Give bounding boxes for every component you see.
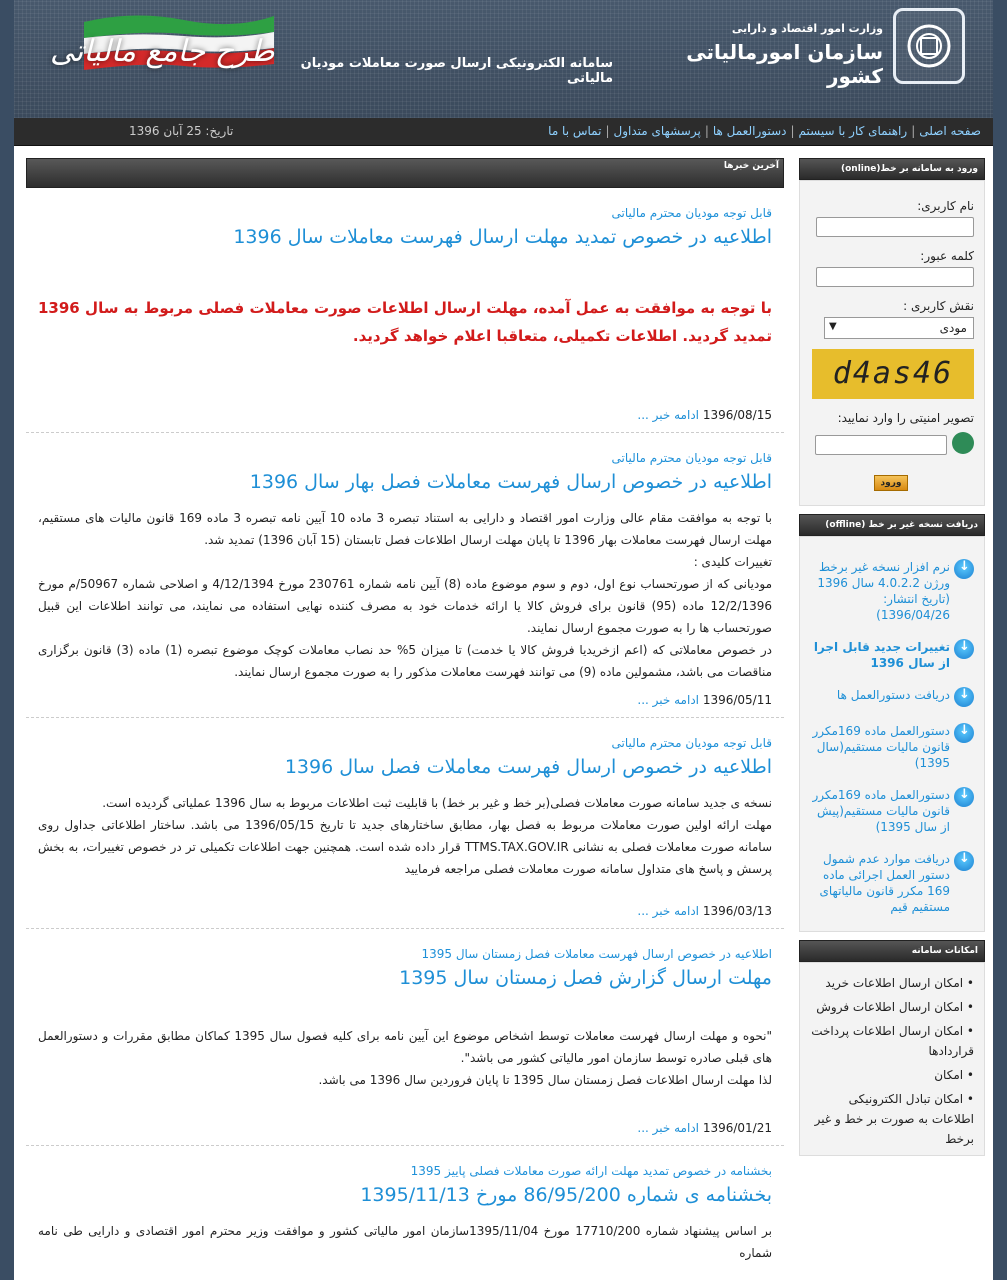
- download-item-label: تغییرات جدید قابل اجرا از سال 1396: [813, 640, 950, 670]
- download-item[interactable]: [810, 723, 974, 771]
- download-item-label: دستورالعمل ماده 169مکرر قانون مالیات مستقیم(پیش از سال 1395): [812, 788, 950, 834]
- role-label: نقش کاربری :: [903, 299, 974, 313]
- offline-box: [799, 536, 985, 932]
- news-date: 1396/05/11: [702, 693, 772, 707]
- news-meta: [38, 398, 772, 432]
- read-more-link[interactable]: ادامه خبر ...: [637, 693, 699, 707]
- nav-faq[interactable]: پرسشهای متداول: [613, 124, 701, 138]
- username-input[interactable]: [816, 217, 974, 237]
- features-box-title: امکانات سامانه: [799, 940, 985, 962]
- download-icon: [954, 723, 974, 743]
- download-icon: [954, 687, 974, 707]
- system-subtitle: سامانه الکترونیکی ارسال صورت معاملات مودیان مالیاتی: [300, 56, 613, 86]
- news-date: 1396/08/15: [702, 408, 772, 422]
- news-paragraph: با توجه به موافقت مقام عالی وزارت امور اقتصاد و دارایی به استناد تبصره 3 ماده 10 آیین نامه تبصره 3 ماده 169 قانون مالیات های مستقیم، مهلت ارسال فهرست معاملات بهار 1396 تا پایان مهلت ارسال اطلاعات فصل تابستان (15 آبان 1396) تمدید شد.: [38, 511, 773, 547]
- download-item[interactable]: [810, 639, 974, 671]
- news-date: 1396/01/21: [702, 1121, 772, 1135]
- news-paragraph: مهلت ارائه اولین صورت معاملات مربوط به فصل بهار، مطابق ساختارهای جدید تا تاریخ 1396/05/15 می باشد. ساختار اطلاعاتی جداول روی سامانه صورت معاملات فصلی به نشانی TTMS.TAX.GOV.IR قرار داده شده است. همچنین جهت اطلاعات تکمیلی تر در خصوص تغییرات، به بخش پرسش و پاسخ های متداول سامانه صورت معاملات فصلی مراجعه فرمایید: [38, 818, 772, 876]
- download-item[interactable]: [810, 687, 974, 707]
- read-more-link[interactable]: ادامه خبر ...: [637, 1121, 699, 1135]
- password-label: کلمه عبور:: [920, 249, 974, 263]
- nav-instructions[interactable]: دستورالعمل ها: [712, 124, 787, 138]
- news-body: [38, 507, 772, 683]
- news-meta: [38, 1111, 772, 1145]
- download-item[interactable]: [810, 787, 974, 835]
- download-icon: [954, 639, 974, 659]
- nav-contact[interactable]: تماس با ما: [548, 124, 602, 138]
- captcha-input[interactable]: [815, 435, 947, 455]
- news-paragraph: مودیانی که از صورتحساب نوع اول، دوم و سوم موضوع ماده (8) آیین نامه شماره 230761 مورخ 4/12/1394 و اصلاحی شماره 50967/م مورخ 12/2/1396 ماده (95) قانون برای فروش کالا یا ارائه خدمات خود به مصرف کننده نهایی استفاده می نمایند، می توانند اطلاعات این قبیل صورتحساب ها را به صورت مجموع ارسال نمایند.: [38, 577, 772, 635]
- username-label: نام کاربری:: [917, 199, 974, 213]
- feature-item: • امکان: [810, 1065, 974, 1085]
- news-title-link[interactable]: بخشنامه ی شماره 86/95/200 مورخ 1395/11/13: [360, 1184, 772, 1206]
- tax-org-logo-icon: [893, 8, 965, 84]
- org-name: سازمان امورمالیاتی کشور: [686, 40, 883, 88]
- nav-separator: |: [704, 124, 709, 138]
- nav-links: [548, 124, 981, 138]
- role-select[interactable]: [824, 317, 974, 339]
- news-title-link[interactable]: اطلاعیه در خصوص ارسال فهرست معاملات فصل سال 1396: [284, 756, 772, 778]
- news-paragraph: بر اساس پیشنهاد شماره 17710/200 مورخ 1395/11/04سازمان امور مالیاتی کشور و موافقت وزیر محترم امور اقتصادی و دارایی طی نامه شماره: [38, 1224, 773, 1260]
- news-item: [26, 947, 784, 1146]
- news-paragraph: تغییرات کلیدی :: [693, 555, 772, 569]
- news-meta: [38, 894, 772, 928]
- captcha-label: تصویر امنیتی را وارد نمایید:: [837, 411, 974, 425]
- site-header: [14, 0, 993, 118]
- news-paragraph: لذا مهلت ارسال اطلاعات فصل زمستان سال 1395 تا پایان فروردین سال 1396 می باشد.: [318, 1073, 772, 1087]
- news-body: [38, 1025, 772, 1091]
- news-title-link[interactable]: اطلاعیه در خصوص ارسال فهرست معاملات فصل بهار سال 1396: [249, 471, 772, 493]
- news-section-title: آخرین خبرها: [723, 161, 779, 171]
- news-item: [26, 206, 784, 433]
- news-item: [26, 736, 784, 929]
- download-item-label: نرم افزار نسخه غیر برخط ورژن 4.0.2.2 سال 1396 (تاریخ انتشار: 1396/04/26): [817, 560, 950, 622]
- download-item[interactable]: [810, 559, 974, 623]
- main-container: [14, 146, 993, 1280]
- features-box: [799, 962, 985, 1156]
- news-item: [26, 451, 784, 718]
- news-section-header: [26, 158, 784, 188]
- captcha-row: [810, 431, 974, 455]
- offline-box-title: دریافت نسخه غیر بر خط (offline): [799, 514, 985, 536]
- nav-separator: |: [911, 124, 916, 138]
- ministry-name: وزارت امور اقتصاد و دارایی: [731, 22, 883, 35]
- news-paragraph: نسخه ی جدید سامانه صورت معاملات فصلی(بر خط و غیر بر خط) با قابلیت ثبت اطلاعات مربوط به سال 1396 عملیاتی گردیده است.: [102, 796, 772, 810]
- news-category: قابل توجه مودیان محترم مالیاتی: [611, 451, 772, 465]
- news-meta: [38, 683, 772, 717]
- login-box: [799, 180, 985, 506]
- refresh-captcha-icon[interactable]: [952, 432, 974, 454]
- news-title-link[interactable]: اطلاعیه در خصوص تمدید مهلت ارسال فهرست معاملات سال 1396: [233, 226, 772, 248]
- news-item: [26, 1164, 784, 1264]
- nav-guide[interactable]: راهنمای کار با سیستم: [798, 124, 908, 138]
- feature-item: • امکان ارسال اطلاعات پرداخت قراردادها: [810, 1021, 974, 1061]
- top-nav: [14, 118, 993, 146]
- news-date: 1396/03/13: [702, 904, 772, 918]
- feature-item: • امکان ارسال اطلاعات فروش: [810, 997, 974, 1017]
- news-title-link[interactable]: مهلت ارسال گزارش فصل زمستان سال 1395: [399, 967, 772, 989]
- read-more-link[interactable]: ادامه خبر ...: [637, 408, 699, 422]
- role-selected-value: مودی: [939, 321, 967, 335]
- password-input[interactable]: [816, 267, 974, 287]
- news-body: [38, 792, 772, 880]
- nav-separator: |: [605, 124, 610, 138]
- read-more-link[interactable]: ادامه خبر ...: [637, 904, 699, 918]
- download-icon: [954, 787, 974, 807]
- news-category: قابل توجه مودیان محترم مالیاتی: [611, 736, 772, 750]
- download-icon: [954, 851, 974, 871]
- login-box-title: ورود به سامانه بر خط(online): [799, 158, 985, 180]
- news-body: [38, 1220, 772, 1264]
- news-category: بخشنامه در خصوص تمدید مهلت ارائه صورت معاملات فصلی پاییز 1395: [410, 1164, 772, 1178]
- captcha-image: d4as46: [812, 349, 974, 399]
- current-date: تاریخ: 25 آبان 1396: [129, 124, 234, 138]
- download-item-label: دستورالعمل ماده 169مکرر قانون مالیات مستقیم(سال 1395): [812, 724, 950, 770]
- sidebar: [799, 158, 985, 1280]
- news-column: [26, 158, 784, 1280]
- download-item-label: دریافت دستورالعمل ها: [836, 688, 950, 702]
- download-item[interactable]: [810, 851, 974, 915]
- nav-home[interactable]: صفحه اصلی: [919, 124, 981, 138]
- news-category: قابل توجه مودیان محترم مالیاتی: [611, 206, 772, 220]
- login-button[interactable]: ورود: [874, 475, 908, 491]
- download-icon: [954, 559, 974, 579]
- chevron-down-icon: ▼: [829, 321, 837, 332]
- download-item-label: دریافت موارد عدم شمول دستور العمل اجرائی ماده 169 مکرر قانون مالیاتهای مستقیم قیم: [819, 852, 950, 914]
- news-paragraph: در خصوص معاملاتی که (اعم ازخریدیا فروش کالا یا خدمت) تا میزان 5% حد نصاب معاملات کوچک موضوع تبصره (1) ماده (3) قانون برگزاری مناقصات می باشد، مشمولین ماده (9) می توانند فهرست معاملات مذکور را به صورت مجموع ارسال نمایند.: [38, 643, 772, 679]
- news-paragraph: "نحوه و مهلت ارسال فهرست معاملات توسط اشخاص موضوع این آیین نامه برای کلیه فصول سال 1395 کماکان مطابق مقررات و دستورالعمل های قبلی صادره توسط سازمان امور مالیاتی کشور می باشد".: [38, 1029, 772, 1065]
- news-category: اطلاعیه در خصوص ارسال فهرست معاملات فصل زمستان سال 1395: [421, 947, 772, 961]
- nav-separator: |: [790, 124, 795, 138]
- feature-item: • امکان ارسال اطلاعات خرید: [810, 973, 974, 993]
- feature-item: • امکان تبادل الکترونیکی اطلاعات به صورت بر خط و غیر برخط: [810, 1089, 974, 1149]
- news-body: با توجه به موافقت به عمل آمده، مهلت ارسال اطلاعات صورت معاملات فصلی مربوط به سال 1396 تمدید گردید. اطلاعات تکمیلی، متعاقبا اعلام خواهد گردید.: [38, 299, 772, 345]
- script-title: طرح جامع مالیاتی: [50, 34, 275, 69]
